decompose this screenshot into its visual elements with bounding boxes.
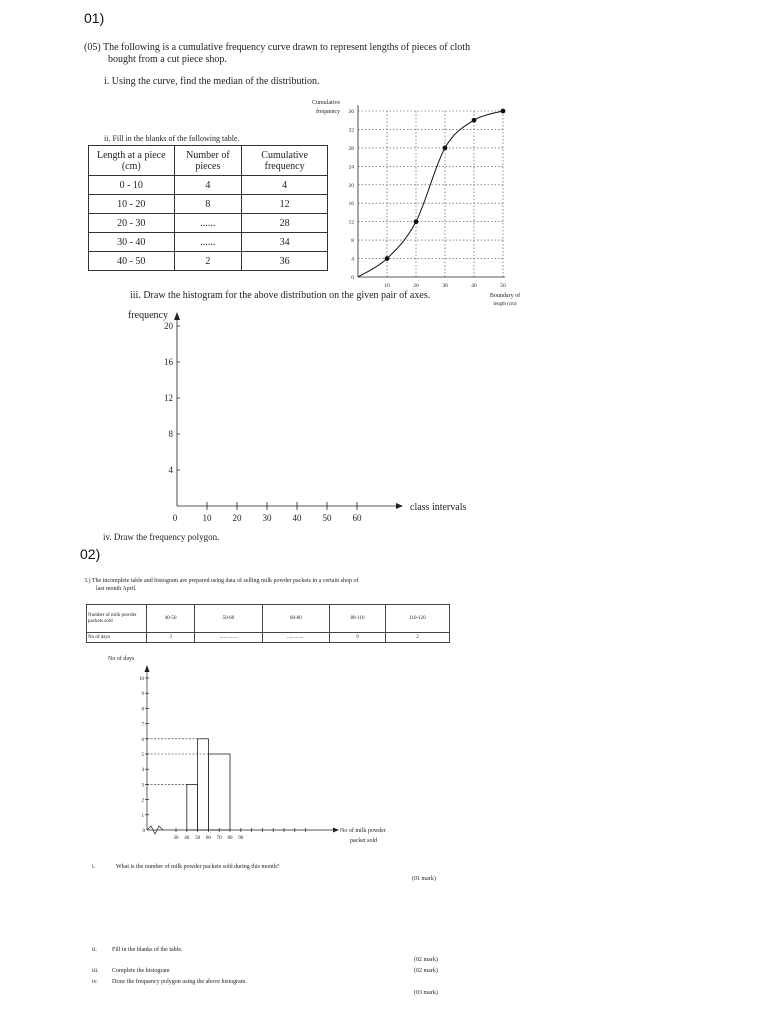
table-cell: 3	[147, 633, 195, 643]
y-tick-label: 20	[348, 182, 354, 189]
q2-i-number: i.	[92, 864, 96, 870]
x-axis-label: No of milk powder	[340, 828, 386, 834]
q1-part-iii: iii. Draw the histogram for the above distribution on the given pair of axes.	[130, 290, 431, 301]
table-cell: 40-50	[147, 605, 195, 633]
x-tick-label: 60	[205, 836, 211, 841]
y-tick-label: 12	[164, 393, 173, 403]
y-tick-label: 36	[348, 109, 354, 115]
y-axis-arrow-icon	[145, 665, 150, 672]
table-cell: 36	[242, 252, 328, 271]
question-2-number: 02)	[80, 546, 101, 562]
q1-intro-line1: (05) The following is a cumulative frequency curve drawn to represent lengths of pieces of cloth	[84, 42, 471, 53]
table-cell: 9	[330, 633, 386, 643]
y-tick-label: 12	[348, 219, 354, 226]
x-axis-arrow-icon	[333, 828, 339, 833]
table-cell-blank: ..............	[262, 633, 329, 643]
y-axis-label: frequency	[128, 310, 168, 321]
y-tick-label: 8	[351, 238, 354, 245]
y-tick-label: 8	[168, 429, 173, 439]
y-axis-label: Cumulative	[312, 100, 340, 106]
x-tick-label: 50	[195, 836, 201, 841]
x-tick-label: 90	[238, 836, 244, 841]
table-header-cell: Cumulative frequency	[242, 146, 328, 176]
y-tick-label: 16	[164, 357, 173, 367]
x-tick-label: 40	[184, 836, 190, 841]
table-row-label: No of days	[87, 633, 147, 643]
q2-ii-number: ii.	[92, 947, 97, 953]
y-tick-label: 6	[141, 737, 144, 743]
q2-ii-mark: (02 mark)	[414, 957, 438, 963]
q2-iii-mark: (02 mark)	[414, 968, 438, 974]
histogram-bar	[208, 754, 230, 830]
table-header-cell: Number of pieces	[174, 146, 242, 176]
table-cell: 34	[242, 233, 328, 252]
table-cell: 4	[242, 176, 328, 195]
q1-part-ii: ii. Fill in the blanks of the following table.	[104, 134, 240, 143]
x-tick-label: 20	[413, 283, 419, 289]
y-tick-label: 4	[141, 768, 144, 774]
table-cell: 2	[385, 633, 449, 643]
y-tick-label: 5	[141, 753, 144, 758]
table-cell: 2	[174, 252, 242, 271]
table-cell: 4	[174, 176, 242, 195]
x-tick-label: 30	[173, 836, 179, 841]
y-tick-label: 4	[168, 465, 173, 475]
q2-iv-text: Draw the frequency polygon using the above histogram.	[112, 979, 247, 985]
x-axis-label: length (cm)	[493, 302, 517, 307]
x-tick-label: 60	[352, 513, 362, 523]
y-tick-label: 2	[141, 798, 144, 804]
table-cell: 8	[174, 195, 242, 214]
x-axis-label: packet sold	[350, 838, 378, 844]
table-header-cell: Length at a piece (cm)	[89, 146, 175, 176]
y-axis-label: frequency	[316, 109, 340, 115]
x-tick-label: 0	[172, 513, 178, 523]
table-cell-blank: ......	[174, 233, 242, 252]
q2-i-text: What is the number of milk powder packets sold during this month?	[116, 864, 280, 870]
y-tick-label: 0	[351, 275, 354, 281]
table-cell: 20 - 30	[89, 214, 175, 233]
y-tick-label: 24	[348, 164, 354, 171]
histogram-bar	[198, 739, 209, 830]
table-cell: 10 - 20	[89, 195, 175, 214]
table-cell: 0 - 10	[89, 176, 175, 195]
table-cell: 50-60	[195, 605, 262, 633]
table-cell: 80-110	[330, 605, 386, 633]
x-tick-label: 30	[262, 513, 272, 523]
q1-part-i: i. Using the curve, find the median of the distribution.	[104, 76, 320, 87]
table-cell-blank: ..............	[195, 633, 262, 643]
table-cell: 110-120	[385, 605, 449, 633]
table-cell: 28	[242, 214, 328, 233]
q2-iv-number: iv.	[92, 979, 98, 985]
q2-intro-line2: last month April.	[96, 586, 137, 592]
x-tick-label: 10	[202, 513, 212, 523]
q2-intro-line1: 3.) The incomplete table and histogram are prepared using data of selling milk powder packets in a certain shop of	[84, 578, 359, 584]
y-tick-label: 16	[348, 201, 354, 208]
y-tick-label: 8	[141, 707, 144, 713]
table-row-label: Number of milk powder packets sold	[87, 605, 147, 633]
histogram-bar	[187, 784, 198, 830]
x-axis-label: class intervals	[410, 502, 467, 513]
x-tick-label: 70	[216, 836, 222, 841]
y-tick-label: 7	[141, 722, 144, 728]
table-cell: 12	[242, 195, 328, 214]
x-tick-label: 50	[500, 283, 506, 289]
y-tick-label: 4	[351, 256, 354, 263]
x-tick-label: 20	[232, 513, 242, 523]
x-tick-label: 80	[227, 836, 233, 841]
q2-i-mark: (01 mark)	[412, 876, 436, 882]
question-1-number: 01)	[84, 10, 105, 26]
q2-iii-number: iii.	[92, 968, 99, 974]
q2-iii-text: Complete the histogram	[112, 968, 170, 974]
x-tick-label: 40	[471, 283, 477, 289]
table-cell: 40 - 50	[89, 252, 175, 271]
table-cell-blank: ......	[174, 214, 242, 233]
y-tick-label: 1	[141, 813, 144, 819]
y-tick-label: 28	[348, 145, 354, 152]
x-axis-label: Boundary of	[489, 293, 521, 299]
y-tick-label: 0	[142, 829, 145, 834]
table-cell: 60-80	[262, 605, 329, 633]
q1-intro-line2: bought from a cut piece shop.	[108, 54, 227, 65]
y-tick-label: 20	[164, 321, 173, 331]
table-cell: 30 - 40	[89, 233, 175, 252]
q2-iv-mark: (03 mark)	[414, 990, 438, 996]
y-tick-label: 9	[141, 692, 144, 698]
y-axis-label: No of days	[108, 656, 135, 662]
q1-part-iv: iv. Draw the frequency polygon.	[103, 532, 220, 542]
y-tick-label: 10	[139, 677, 144, 682]
x-tick-label: 40	[292, 513, 302, 523]
y-tick-label: 3	[141, 783, 144, 789]
x-tick-label: 50	[322, 513, 332, 523]
y-tick-label: 32	[348, 127, 354, 134]
q2-ii-text: Fill in the blanks of the table.	[112, 947, 183, 953]
x-tick-label: 30	[442, 283, 448, 289]
x-tick-label: 10	[384, 283, 390, 289]
